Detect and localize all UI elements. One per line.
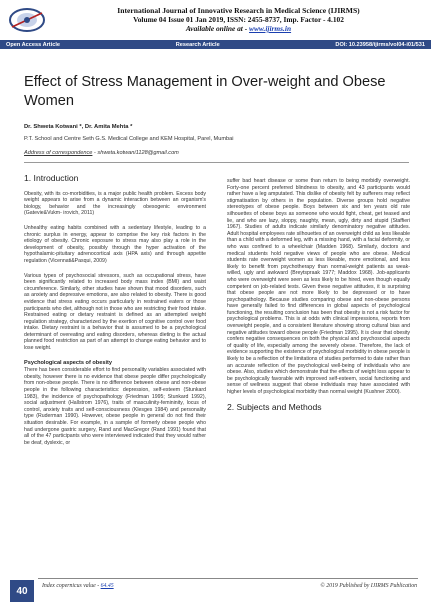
copyright: © 2019 Published by IJIRMS Publication — [320, 583, 417, 589]
section-heading-introduction: 1. Introduction — [24, 173, 79, 183]
footer-divider — [38, 578, 418, 579]
paragraph: There has been considerable effort to find personality variables associated with obesity, however there is no evidence that obese people differ psychologically from non-obese people. There is no difference between obese and non-obese people in the following characteristics: depression, self-esteem (Stunkard 1983), the incidence of psychopathology (Friedman 1995; Stunkard 1992), social adjustment (Hallstrom 1976), traits of masculinity-femininity, locus of control, anxiety traits and self-consciousness (Klesges 1984) and personality type (Ruderman 1990). However, obese people in general do not find their situation desirable. For example, in a sample of formerly obese people who had undergone gastric surgery, Rand and MacGregor (Rand 1991) found that all of the 47 participants who were interviewed indicated that they would rather be deaf, dyslexic, or — [24, 367, 206, 446]
subsection-heading: Psychological aspects of obesity — [24, 359, 112, 366]
journal-availability — [60, 24, 417, 33]
index-copernicus-value[interactable]: 64.45 — [100, 583, 114, 589]
section-heading-methods: 2. Subjects and Methods — [227, 401, 322, 412]
author-affiliation: P.T. School and Centre Seth G.S. Medical College and KEM Hospital, Parel, Mumbai — [24, 136, 234, 142]
paragraph: Various types of psychosocial stressors, such as occupational stress, have been significantly related to increased body mass index (BMI) and waist circumference. Similarly, other studies have shown that mood disorders, such as anxiety and depressive emotions, are also related to obesity. There is good evidence that stress eating occurs particularly in restrained eaters or those participants who diet, although not in those who are restricting their food intake. Restrained eating or dietary restraint is defined as an attempted weight regulation strategy, characterized by the exertion of cognitive control over food intake. Dietary restraint is a behavior that is assumed to be a psychological determinant of overeating and eating disorders, whereas dieting is the actual planned food restriction as part of an attempt to change eating behavior and to lose weight. — [24, 272, 206, 352]
article-title: Effect of Stress Management in Over-weight and Obese Women — [24, 74, 386, 109]
page-number: 40 — [10, 580, 34, 602]
journal-issue-info: Volume 04 Issue 01 Jan 2019, ISSN: 2455-8737, Imp. Factor - 4.102 — [133, 15, 344, 24]
article-type-bar — [0, 40, 431, 49]
correspondence-email[interactable]: shweta.kotwani1128@gmail.com — [97, 150, 179, 156]
header-divider — [24, 162, 409, 163]
index-copernicus-label: Index copernicus value - — [42, 583, 101, 589]
paragraph: suffer bad heart disease or some than return to being morbidly overweight. Forty-one percent preferred blindness to obesity, and 43 participants would rather have a leg amputated. This dislike of obesity felt by sufferers may reflect stigmatisation by others in the population. Diverse groups hold negative stereotypes of obese people. Boys between six and ten years old rate silhouettes of obese boys as someone who would fight, cheat, get teased and lie, and who are lazy, sloppy, naughty, mean, ugly, dirty and stupid (Staffieri 1967). Studies of adults indicate similarly denominatory negative attitudes. Adult hospital employees rate silhouettes of an overweight child as less likeable than a child with a deformed leg, with a missing hand, with a facial deformity, or who was confined to a wheelchair (Madden 1968). Similarly, doctors and medical students hold negative views of people who are obese. Medical students rate overweight women as less likeable, more emotional, and less likely to benefit from psychotherapy than normal-weight patients as weak-willed, ugly and awkward (Breytspraak 1977; Maddox 1968). Job-applicants who were overweight were seen as less likely to be hired, even though equally competent on job-related tests. Given these negative attitudes, it is surprising that obese people are not more likely to be depressed or to have psychopathology. Because studies comparing obese and non-obese persons have generally failed to find differences in global aspects of psychological functioning, the resulting conclusion has been that obesity is not a risk factor for psychological problems. This is at odds with clinical impressions, reports from overweight people, and a consistent literature showing strong cultural bias and negative attitudes toward obese people (Friedman 1995). It is clear that obesity confers negative consequences on both the physical and psychosocial aspects of quality of life, especially among the severely obese. Therefore, the lack of evidence supporting the existence of psychological morbidity in obese people is likely to be a reflection of the limitations of studies performed to date rather than an accurate reflection of the psychological well-being of individuals who are obese. Also, studies which demonstrate that the effects of weight loss appear to be psychologically favorable with improved self-esteem, social functioning and sense of wellness suggest that obese individuals may have associated with higher levels of psychological morbidity than normal weight (Kushner 2000). — [227, 178, 410, 395]
right-column — [227, 178, 410, 419]
correspondence — [24, 150, 179, 156]
open-access-label: Open Access Article — [6, 41, 60, 48]
journal-header — [60, 6, 417, 33]
index-copernicus — [42, 583, 114, 589]
journal-logo — [6, 5, 48, 35]
journal-url-link[interactable]: www.ijirms.in — [249, 24, 292, 33]
correspondence-label: Address of correspondence — [24, 150, 93, 156]
paragraph: Unhealthy eating habits combined with a sedentary lifestyle, leading to a chronic surplus in energy, appear to comprise the key risk factors in the etiology of obesity. Chronic exposure to stress may also play a role in the development of obesity, possibly through the hyper activation of the hypothalamic-pituitary adrenocortical axis (HPA axis) and through appetite regulation (Vicennati&Pasqui, 2009) — [24, 224, 206, 264]
left-column — [24, 175, 206, 454]
availability-prefix: Available online at - — [185, 24, 250, 33]
article-authors: Dr. Shweta Kotwani *, Dr. Amita Mehta * — [24, 124, 133, 130]
paragraph: Obesity, with its co-morbidities, is a major public health problem. Excess body weight appears to arise from a dynamic interaction between an organism's biology, behavior and the increasingly obesogenic environment (Gatevie&Vukm- irovich, 2011) — [24, 190, 206, 217]
journal-name: International Journal of Innovative Research in Medical Science (IJIRMS) — [117, 6, 360, 15]
doi-label: DOI: 10.23958/ijirms/vol04-i01/531 — [335, 41, 425, 48]
correspondence-separator: - — [92, 150, 98, 156]
research-article-label: Research Article — [175, 41, 220, 48]
